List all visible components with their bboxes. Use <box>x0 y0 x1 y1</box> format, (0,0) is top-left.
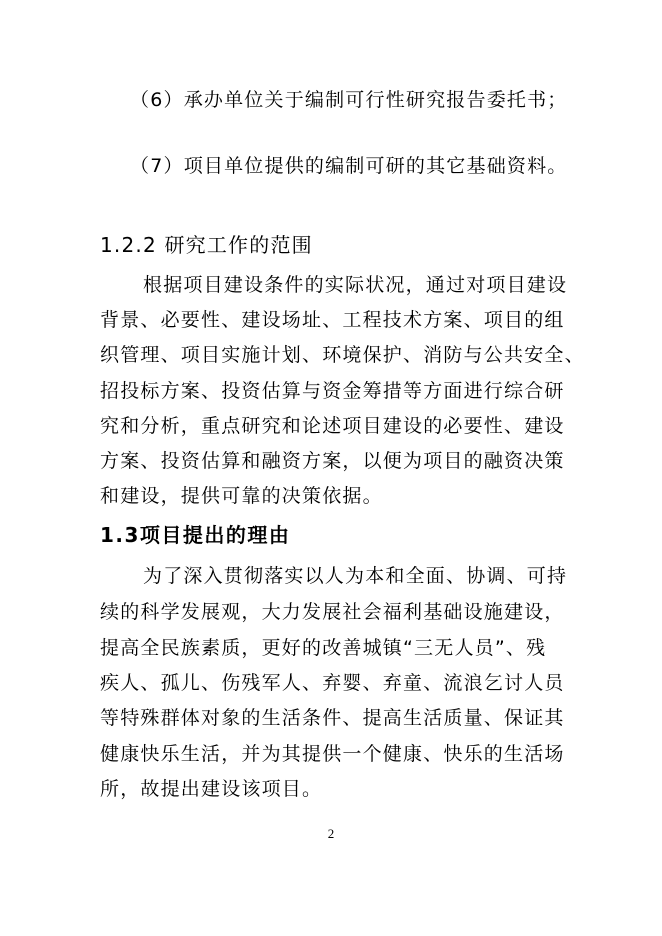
paragraph-line: 背景、必要性、建设场址、工程技术方案、项目的组 <box>100 309 565 331</box>
paragraph-line: 疾人、孤儿、伤残军人、弃婴、弃童、流浪乞讨人员 <box>100 672 565 694</box>
paragraph-line: 织管理、项目实施计划、环境保护、消防与公共安全、 <box>100 344 585 366</box>
paragraph-line: 和建设，提供可靠的决策依据。 <box>100 485 383 507</box>
paragraph-line: 所，故提出建设该项目。 <box>100 778 323 800</box>
paragraph-line: 招投标方案、投资估算与资金筹措等方面进行综合研 <box>100 380 565 402</box>
list-item-6: （6）承办单位关于编制可行性研究报告委托书； <box>130 89 568 111</box>
paragraph-line: 等特殊群体对象的生活条件、提高生活质量、保证其 <box>100 707 565 729</box>
paragraph-line: 究和分析，重点研究和论述项目建设的必要性、建设 <box>100 415 565 437</box>
paragraph-line: 根据项目建设条件的实际状况，通过对项目建设 <box>143 274 568 296</box>
paragraph-line: 健康快乐生活，并为其提供一个健康、快乐的生活场 <box>100 743 565 765</box>
paragraph-line: 方案、投资估算和融资方案，以便为项目的融资决策 <box>100 450 565 472</box>
paragraph-line: 提高全民族素质，更好的改善城镇“三无人员”、残 <box>100 637 547 659</box>
section-heading-1-3: 1.3项目提出的理由 <box>100 523 291 547</box>
paragraph-line: 为了深入贯彻落实以人为本和全面、协调、可持 <box>143 565 568 587</box>
page-number: 2 <box>327 826 335 841</box>
paragraph-line: 续的科学发展观，大力发展社会福利基础设施建设， <box>100 601 565 623</box>
list-item-7: （7）项目单位提供的编制可研的其它基础资料。 <box>130 155 568 177</box>
section-heading-1-2-2: 1.2.2 研究工作的范围 <box>100 233 313 257</box>
